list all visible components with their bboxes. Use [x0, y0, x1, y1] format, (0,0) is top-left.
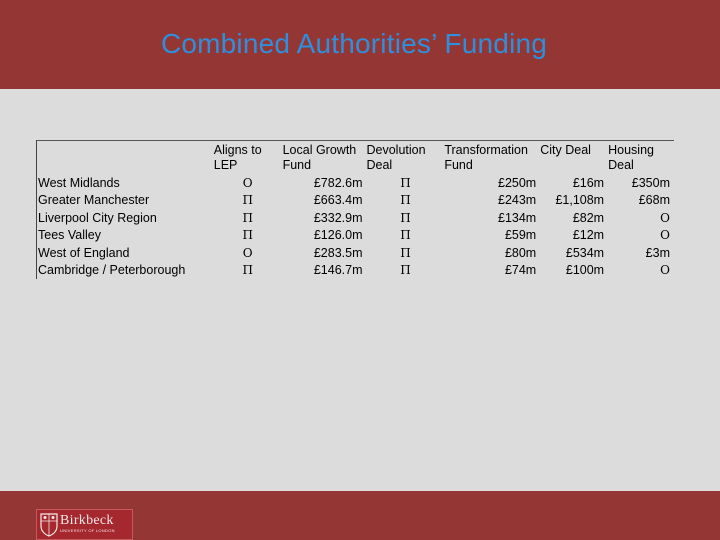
devolution-deal-mark: Π [400, 210, 411, 225]
local-growth-fund-value: £782.6m [313, 176, 363, 190]
logo-text [60, 510, 115, 533]
header-region [36, 143, 214, 175]
transformation-fund-value: £59m [504, 228, 537, 243]
lep-alignment: Π [242, 263, 253, 278]
header-line: Local Growth [282, 143, 357, 157]
crest-icon [40, 513, 58, 537]
transformation-fund-value: £74m [504, 263, 537, 278]
table-row [36, 175, 674, 192]
local-growth-fund-value: £332.9m [313, 210, 363, 225]
region-name: Liverpool City Region [38, 210, 157, 225]
devolution-deal-mark: Π [400, 193, 411, 208]
housing-deal-value: £350m [631, 176, 670, 190]
header-line: Aligns to [213, 143, 262, 157]
local-growth-fund-value: £126.0m [313, 228, 363, 243]
header-housing-deal [608, 143, 674, 175]
region-name: Greater Manchester [38, 193, 150, 208]
header-line: Devolution [366, 143, 426, 157]
devolution-deal-mark: Π [400, 245, 411, 260]
header-line: Transformation [444, 143, 528, 157]
header-line: City Deal [540, 143, 591, 157]
slide-title: Combined Authorities’ Funding [160, 28, 548, 59]
table-row [36, 210, 674, 227]
logo-name: Birkbeck [60, 513, 114, 528]
table-row [36, 245, 674, 262]
transformation-fund-value: £80m [504, 245, 537, 260]
local-growth-fund-value: £663.4m [313, 193, 363, 208]
lep-alignment: Π [242, 228, 253, 243]
header-line: LEP [213, 158, 238, 172]
housing-deal-value: O [660, 228, 670, 243]
header-line: Deal [608, 158, 634, 172]
header-transformation-fund [444, 143, 540, 175]
table-top-rule [36, 140, 674, 141]
city-deal-value: £16m [572, 176, 605, 190]
table-header-row [36, 143, 674, 175]
header-line: Fund [444, 158, 473, 172]
header-local-growth-fund [282, 143, 367, 175]
devolution-deal-mark: Π [400, 228, 411, 243]
table-row [36, 262, 674, 279]
city-deal-value: £534m [565, 245, 605, 260]
devolution-deal-mark: Π [400, 263, 411, 278]
header-bar [0, 0, 720, 89]
transformation-fund-value: £134m [498, 210, 537, 225]
region-name: West of England [38, 245, 130, 260]
header-line: Deal [366, 158, 393, 172]
region-name: Cambridge / Peterborough [38, 263, 186, 278]
housing-deal-value: O [660, 210, 670, 225]
logo-subtitle: UNIVERSITY OF LONDON [60, 528, 115, 533]
header-line: Fund [282, 158, 312, 172]
header-city-deal [540, 143, 608, 175]
city-deal-value: £100m [565, 263, 605, 278]
lep-alignment: O [242, 245, 253, 260]
lep-alignment: Π [242, 193, 253, 208]
local-growth-fund-value: £146.7m [313, 263, 363, 278]
lep-alignment: O [242, 176, 253, 190]
header-devolution-deal [367, 143, 445, 175]
local-growth-fund-value: £283.5m [313, 245, 363, 260]
city-deal-value: £1,108m [555, 193, 605, 208]
city-deal-value: £12m [572, 228, 605, 243]
funding-table [36, 143, 674, 279]
housing-deal-value: O [660, 263, 670, 278]
header-aligns-to-lep [214, 143, 282, 175]
city-deal-value: £82m [572, 210, 605, 225]
table-row [36, 192, 674, 209]
header-line: Housing [608, 143, 654, 157]
housing-deal-value: £68m [638, 193, 670, 208]
transformation-fund-value: £250m [498, 176, 537, 190]
devolution-deal-mark: Π [400, 176, 411, 190]
lep-alignment: Π [242, 210, 253, 225]
region-name: West Midlands [38, 176, 120, 190]
housing-deal-value: £3m [645, 245, 670, 260]
transformation-fund-value: £243m [498, 193, 537, 208]
region-name: Tees Valley [38, 228, 101, 243]
birkbeck-logo [36, 509, 133, 540]
table-row [36, 227, 674, 244]
